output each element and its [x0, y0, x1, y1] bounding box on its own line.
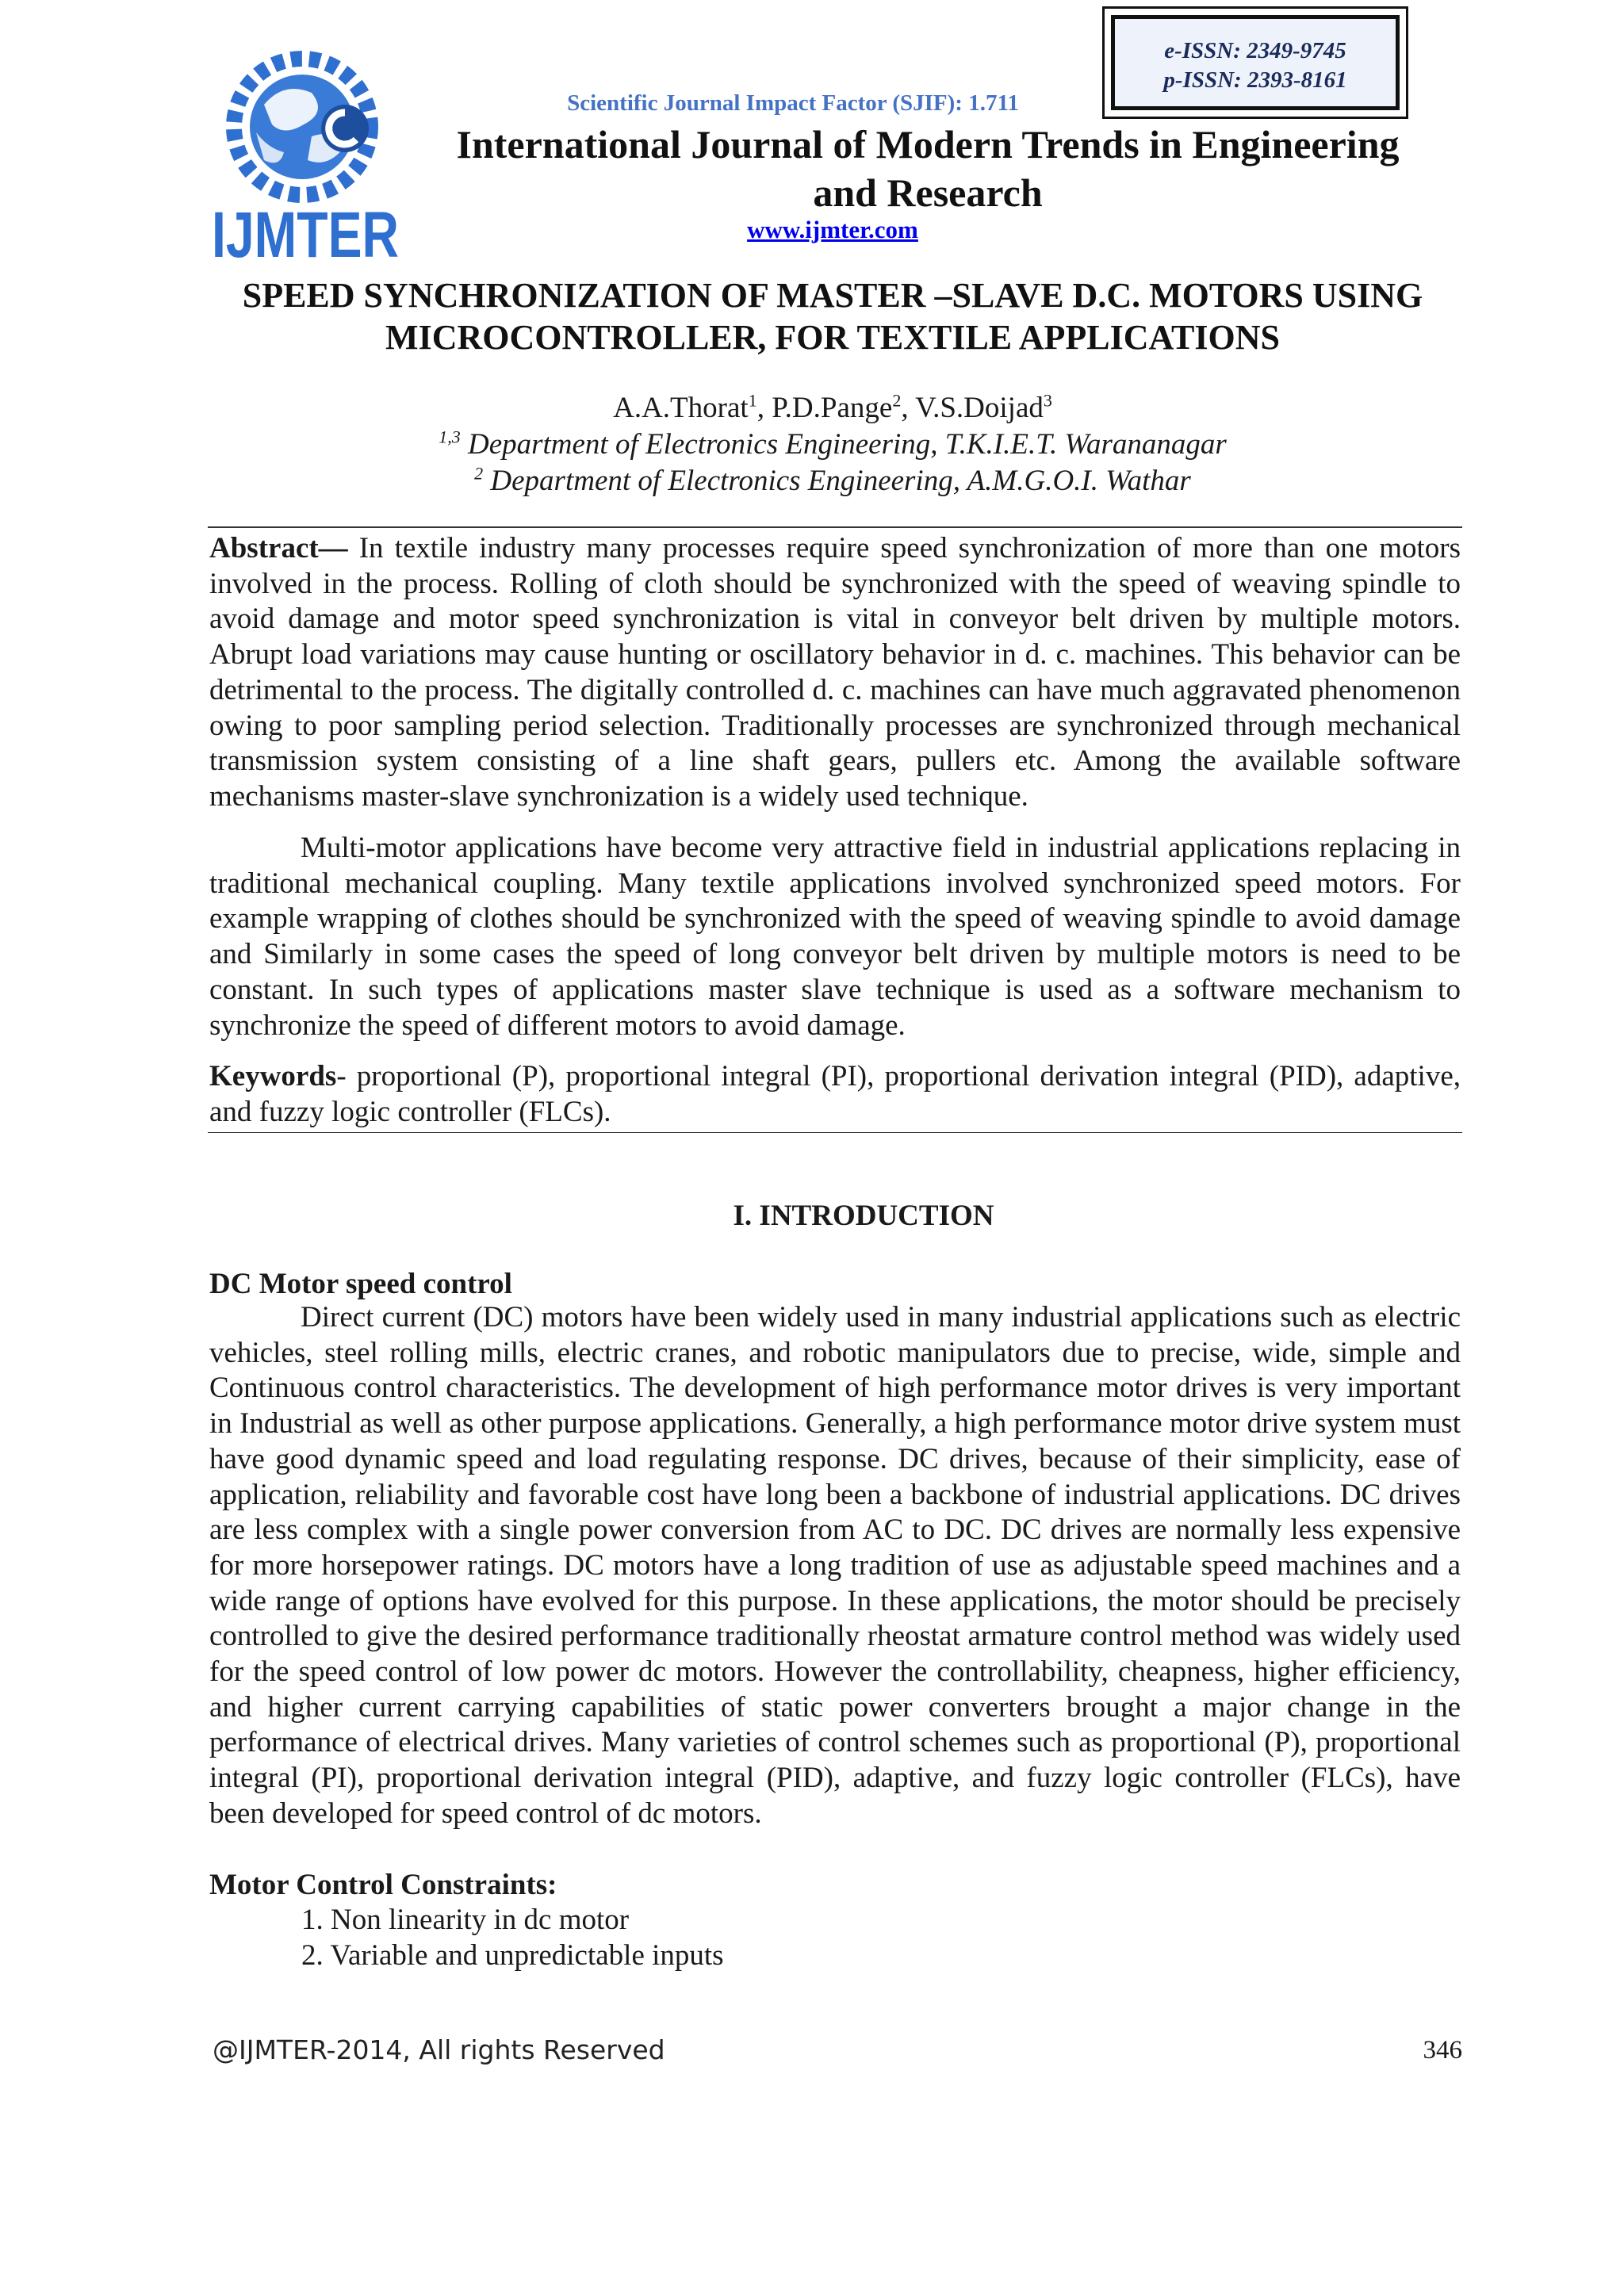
section-heading-introduction: I. INTRODUCTION — [733, 1200, 994, 1232]
issn-box — [1102, 6, 1408, 119]
affil-mark: 1,3 — [439, 427, 461, 447]
paper-title — [182, 274, 1483, 358]
gear-globe-icon — [234, 59, 370, 195]
abstract-paragraph-2: Multi-motor applications have become very attractive field in industrial applications replacing in traditional mechanical coupling. Many textile applications involved synchronized speed motors. For example wrapping of clothes should be synchronized with the speed of weaving spindle to avoid damage and Similarly in some cases the speed of long conveyor belt driven by multiple motors is need to be constant. In such types of applications master slave technique is used as a software mechanism to synchronize the speed of different motors to avoid damage. — [209, 832, 1461, 1042]
abstract-text: In textile industry many processes require speed synchronization of more than one motors involved in the process. Rolling of cloth should be synchronized with the speed of weaving spindle to avoid damage and motor speed synchronization is vital in conveyor belt driven by multiple motors. Abrupt load variations may cause hunting or oscillatory behavior in d. c. machines. This behavior can be detrimental to the process. The digitally controlled d. c. machines can have much aggravated phenomenon owing to poor sampling period selection. Traditionally processes are synchronized through mechanical transmission system consisting of a line shaft gears, pullers etc. Among the available software mechanisms master-slave synchronization is a widely used technique. — [209, 532, 1461, 813]
affil-mark: 2 — [474, 463, 484, 484]
list-item: 1. Non linearity in dc motor — [301, 1904, 630, 1936]
intro-paragraph: Direct current (DC) motors have been widely used in many industrial applications such as electric vehicles, steel rolling mills, electric cranes, and robotic manipulators due to precise, wide, simple and Continuous control characteristics. The development of high performance motor drives is very important in Industrial as well as other purpose applications. Generally, a high performance motor drive system must have good dynamic speed and load regulating response. DC drives, because of their simplicity, ease of application, reliability and favorable cost have long been a backbone of industrial applications. DC drives are less complex with a single power conversion from AC to DC. DC drives are normally less expensive for more horsepower ratings. DC motors have a long tradition of use as adjustable speed machines and a wide range of options have evolved for this purpose. In these applications, the motor should be precisely controlled to give the desired performance traditionally rheostat armature control method was widely used for the speed control of low power dc motors. However the controllability, cheapness, higher efficiency, and higher current carrying capabilities of static power converters brought a major change in the performance of electrical drives. Many varieties of control schemes such as proportional (P), proportional integral (PI), proportional derivation integral (PID), adaptive, and fuzzy logic controller (FLCs), have been developed for speed control of dc motors. — [209, 1301, 1461, 1830]
keywords-label: Keywords — [209, 1060, 337, 1093]
list-item: 2. Variable and unpredictable inputs — [301, 1939, 724, 1972]
page-number: 346 — [1423, 2036, 1462, 2064]
author-name: P.D.Pange — [772, 392, 893, 424]
subsection-heading: DC Motor speed control — [209, 1268, 512, 1300]
abstract-top-rule — [208, 526, 1462, 528]
issn-box-inner — [1111, 15, 1400, 110]
journal-name — [412, 121, 1443, 217]
affiliation-2 — [182, 463, 1483, 499]
author-name: V.S.Doijad — [915, 392, 1044, 424]
abstract-bottom-rule — [208, 1132, 1462, 1133]
e-issn: e-ISSN: 2349-9745 — [1164, 38, 1346, 63]
affiliation-1 — [182, 427, 1483, 463]
journal-name-line2: and Research — [813, 170, 1043, 215]
author-list: A.A.Thorat$^1$, P.D.Pange$^2$, V.S.Doijad$^3$ — [613, 390, 1052, 424]
keywords-paragraph — [209, 1059, 1461, 1130]
author-affil-mark: 3 — [1043, 390, 1052, 411]
abstract-paragraph — [209, 531, 1461, 815]
abstract-label: Abstract— — [209, 532, 348, 564]
constraints-heading: Motor Control Constraints: — [209, 1869, 557, 1901]
affiliation-text: Department of Electronics Engineering, A.M.G.O.I. Wathar — [483, 465, 1191, 497]
p-issn: p-ISSN: 2393-8161 — [1163, 67, 1347, 93]
ijmter-logo — [209, 49, 403, 271]
journal-url-link[interactable]: www.ijmter.com — [747, 216, 918, 243]
affiliation-text: Department of Electronics Engineering, T.K.I.E.T. Warananagar — [460, 428, 1227, 461]
paper-title-line2: MICROCONTROLLER, FOR TEXTILE APPLICATIONS — [385, 318, 1280, 357]
author-affil-mark: 1 — [748, 390, 757, 411]
journal-name-line1: International Journal of Modern Trends in Engineering — [456, 122, 1400, 166]
sjif-line: Scientific Journal Impact Factor (SJIF): 1.711 — [567, 90, 1019, 116]
paper-title-line1: SPEED SYNCHRONIZATION OF MASTER –SLAVE D.C. MOTORS USING — [242, 276, 1423, 315]
logo-wordmark: IJMTER — [212, 199, 399, 271]
footer-copyright: @IJMTER-2014, All rights Reserved — [213, 2034, 665, 2065]
author-name: A.A.Thorat — [613, 392, 749, 424]
keywords-text: - proportional (P), proportional integral (PI), proportional derivation integral (PID), adaptive, and fuzzy logic controller (FLCs). — [209, 1060, 1461, 1128]
author-affil-mark: 2 — [892, 390, 902, 411]
